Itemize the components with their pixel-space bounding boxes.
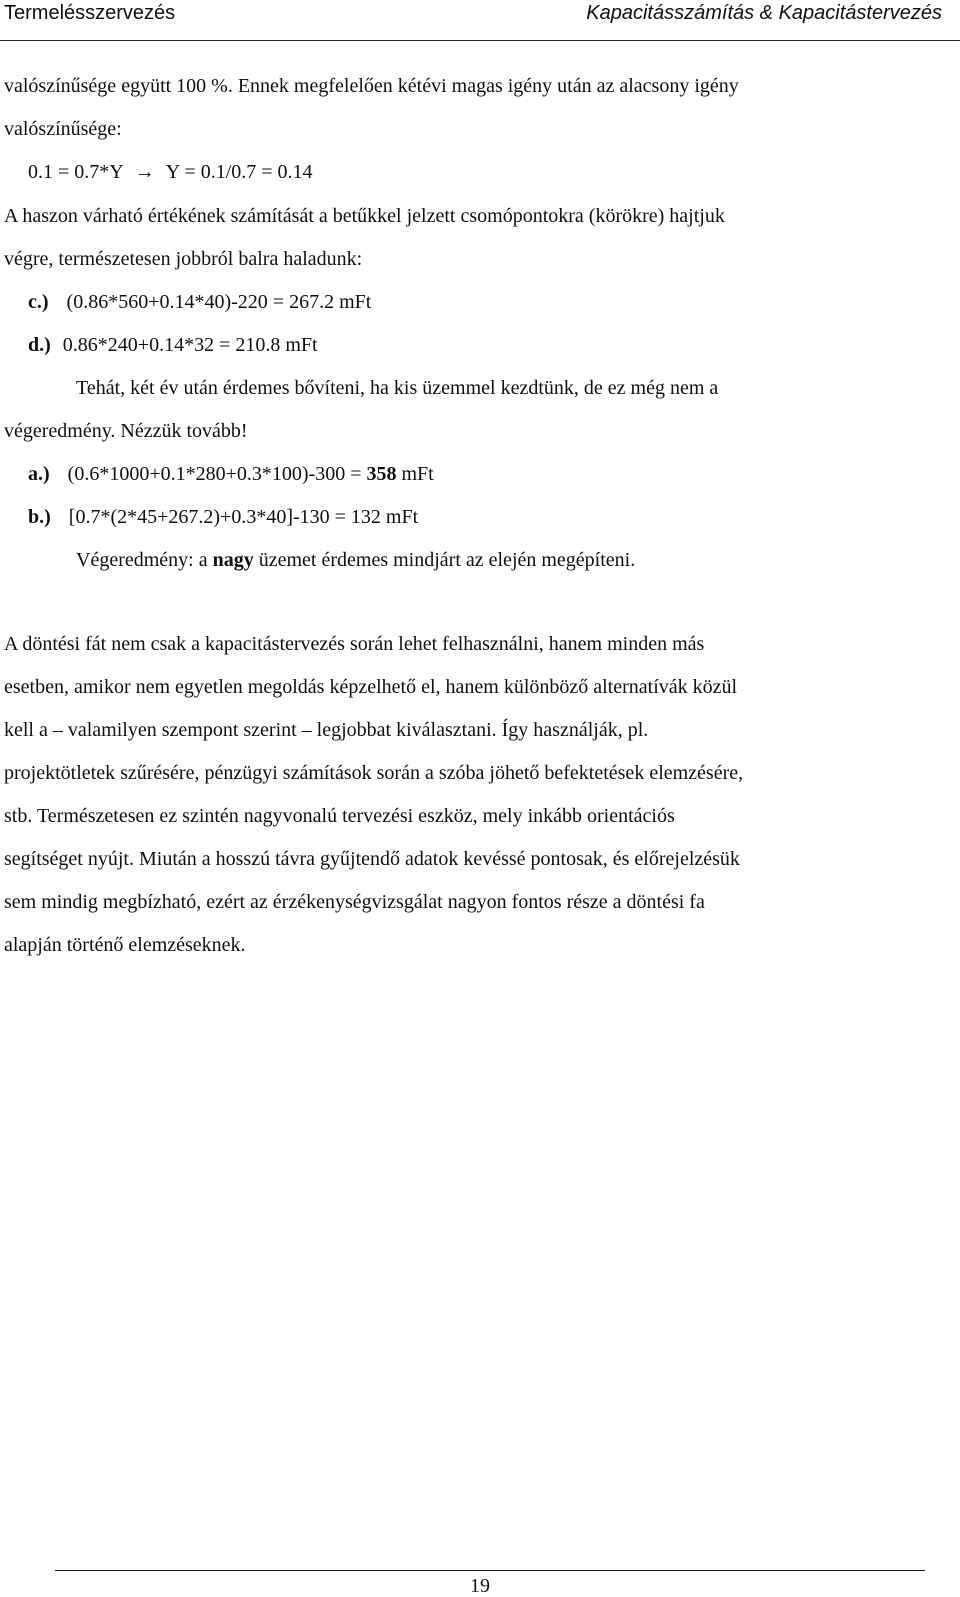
text-line: A haszon várható értékének számítását a betűkkel jelzett csomópontokra (körökre) hajtjuk <box>4 205 725 227</box>
page-number: 19 <box>470 1575 490 1597</box>
calc-label-c: c.) <box>28 291 49 313</box>
paragraph-line: esetben, amikor nem egyetlen megoldás képzelhető el, hanem különböző alternatívák közül <box>4 676 738 698</box>
calc-expr-b: [0.7*(2*45+267.2)+0.3*40]-130 = 132 mFt <box>68 506 419 528</box>
right-arrow-icon: → <box>134 161 155 183</box>
paragraph-line: segítséget nyújt. Miután a hosszú távra gyűjtendő adatok kevéssé pontosak, és előrejelzésük <box>4 848 740 870</box>
calc-expr-d: 0.86*240+0.14*32 = 210.8 mFt <box>62 334 318 356</box>
calc-unit-a: mFt <box>396 463 434 485</box>
equation-left: 0.1 = 0.7*Y <box>28 161 124 183</box>
calc-expr-a: (0.6*1000+0.1*280+0.3*100)-300 = <box>67 463 367 485</box>
result-emphasis: nagy <box>212 549 254 571</box>
result-line <box>76 548 635 572</box>
calc-label-a: a.) <box>28 463 50 485</box>
calc-line-b <box>28 505 418 529</box>
calc-result-a: 358 <box>366 463 397 485</box>
text-line: végeredmény. Nézzük tovább! <box>4 420 248 442</box>
paragraph-line: A döntési fát nem csak a kapacitástervezés során lehet felhasználni, hanem minden más <box>4 633 705 655</box>
result-suffix: üzemet érdemes mindjárt az elején megépíteni. <box>253 549 636 571</box>
equation-line <box>28 160 313 184</box>
calc-line-c <box>28 290 371 314</box>
footer-divider <box>55 1570 925 1571</box>
page-header <box>0 0 960 41</box>
result-prefix: Végeredmény: a <box>76 549 213 571</box>
calc-line-d <box>28 333 318 357</box>
header-left-title: Termelésszervezés <box>4 2 176 24</box>
text-line: valószínűsége együtt 100 %. Ennek megfelelően kétévi magas igény után az alacsony igény <box>4 75 739 97</box>
text-line: végre, természetesen jobbról balra haladunk: <box>4 248 363 270</box>
paragraph-line: stb. Természetesen ez szintén nagyvonalú tervezési eszköz, mely inkább orientációs <box>4 805 675 827</box>
calc-expr-c: (0.86*560+0.14*40)-220 = 267.2 mFt <box>66 291 372 313</box>
paragraph-line: sem mindig megbízható, ezért az érzékenységvizsgálat nagyon fontos része a döntési fa <box>4 891 705 913</box>
header-right-title: Kapacitásszámítás & Kapacitástervezés <box>586 2 942 24</box>
text-line: valószínűsége: <box>4 118 122 140</box>
calc-label-b: b.) <box>28 506 51 528</box>
paragraph-line: kell a – valamilyen szempont szerint – legjobbat kiválasztani. Így használják, pl. <box>4 719 649 741</box>
calc-line-a <box>28 462 434 486</box>
text-line: Tehát, két év után érdemes bővíteni, ha kis üzemmel kezdtünk, de ez még nem a <box>76 377 719 399</box>
paragraph-line: projektötletek szűrésére, pénzügyi számítások során a szóba jöhető befektetések elemzésére, <box>4 762 744 784</box>
paragraph-line: alapján történő elemzéseknek. <box>4 934 246 956</box>
equation-right: Y = 0.1/0.7 = 0.14 <box>165 161 313 183</box>
calc-label-d: d.) <box>28 334 51 356</box>
